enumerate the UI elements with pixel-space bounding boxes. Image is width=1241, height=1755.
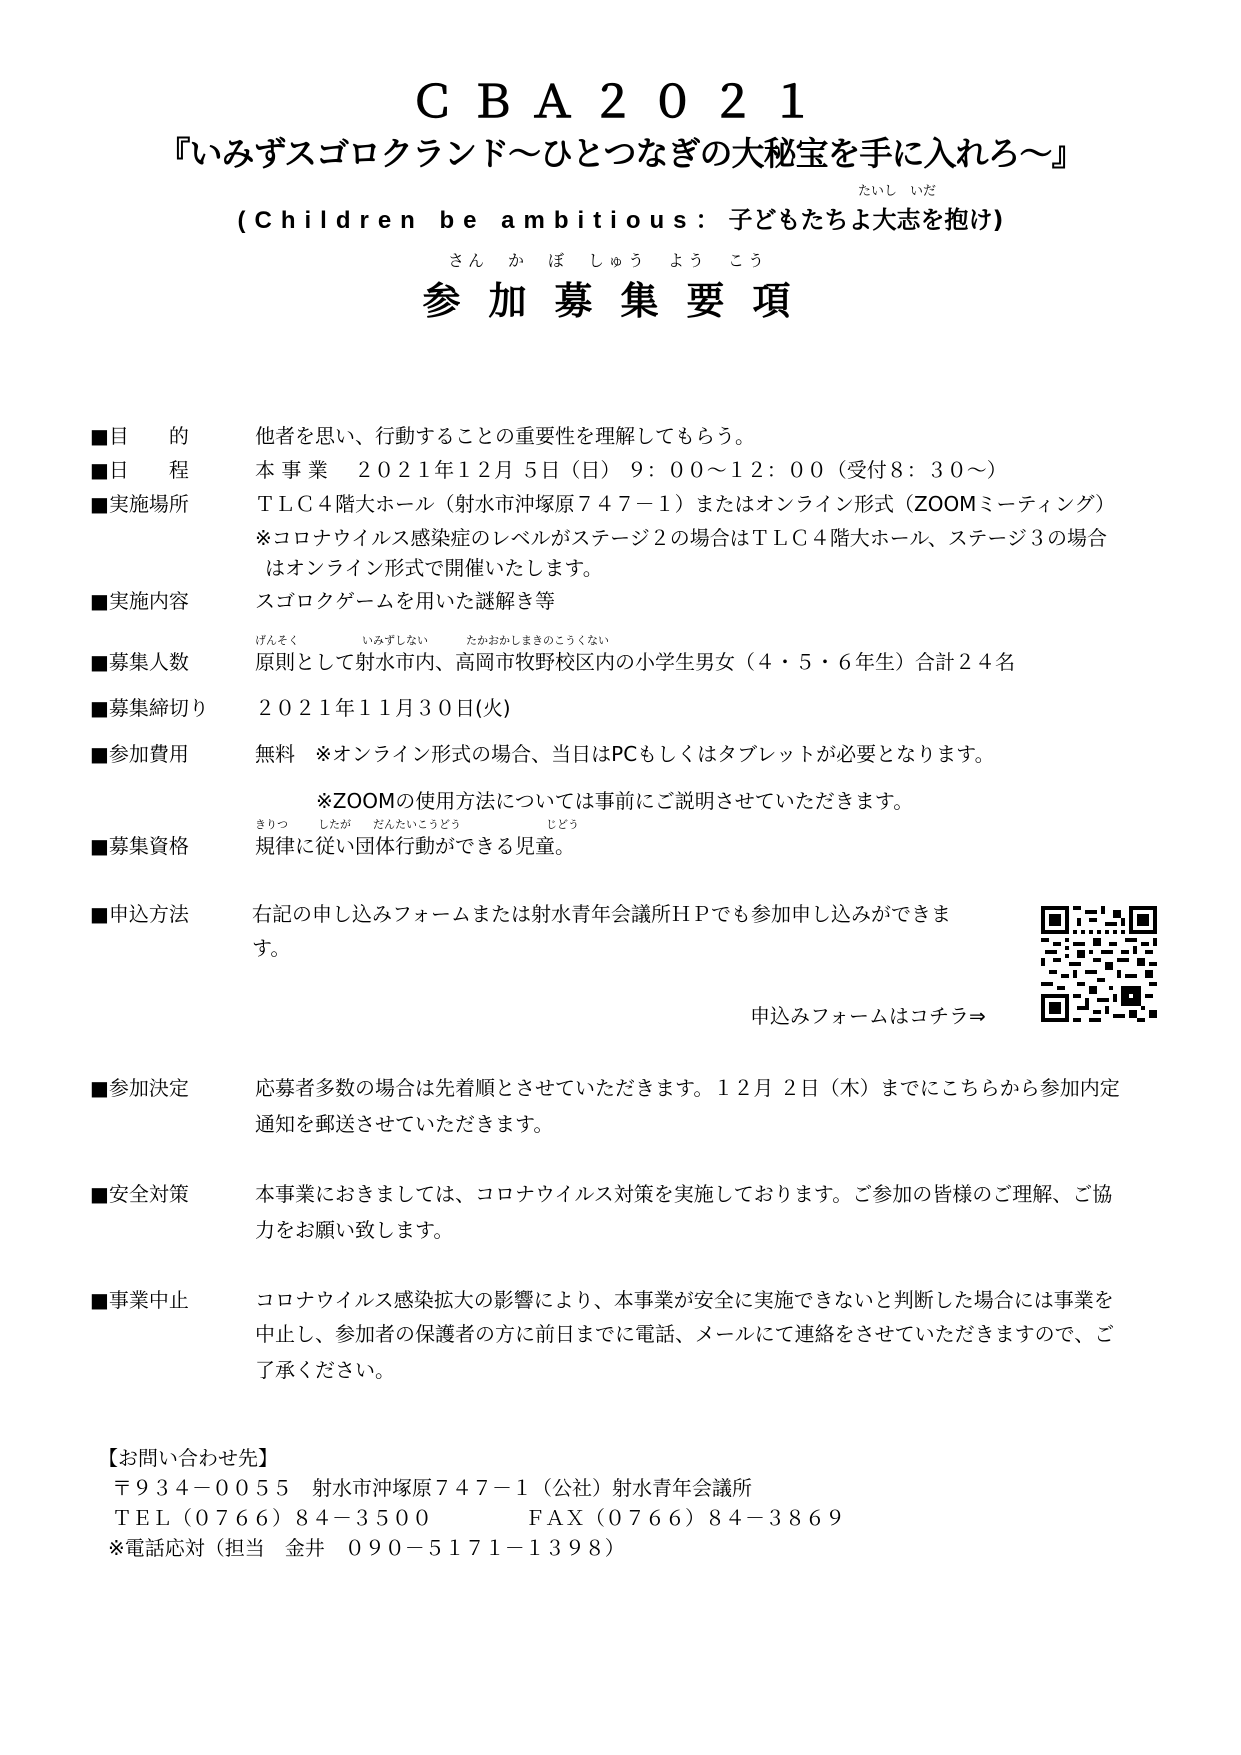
- eligibility-ruby-1: きりつ: [255, 818, 288, 831]
- capacity-value: 原則として射水市内、高岡市牧野校区内の小学生男女（４・５・６年生）合計２４名: [255, 650, 1015, 674]
- deadline-label: ■募集締切り: [90, 696, 209, 720]
- schedule-value: 本 事 業 ２０２１年１２月 ５日（日） ９：００～１２：００（受付８：３０～）: [255, 458, 1007, 482]
- schedule-label: ■日 程: [90, 458, 189, 482]
- heading-ruby: さん か ぼ しゅう よう こう: [448, 251, 769, 270]
- venue-note-line2: はオンライン形式で開催いたします。: [265, 556, 603, 580]
- decision-value-line2: 通知を郵送させていただきます。: [255, 1112, 554, 1136]
- section-heading: 参加募集要項: [422, 279, 819, 323]
- eligibility-ruby-2: したが: [318, 818, 351, 831]
- fee-label: ■参加費用: [90, 742, 189, 766]
- capacity-ruby-1: げんそく: [255, 634, 299, 647]
- contact-phone-note: ※電話応対（担当 金井 ０９０－５１７１－１３９８）: [108, 1536, 625, 1560]
- cancel-value-line2: 中止し、参加者の保護者の方に前日までに電話、メールにて連絡をさせていただきますので、ご: [255, 1322, 1115, 1346]
- contact-address: 〒９３４－００５５ 射水市沖塚原７４７－１（公社）射水青年会議所: [112, 1476, 752, 1500]
- capacity-label: ■募集人数: [90, 650, 189, 674]
- cancel-value-line1: コロナウイルス感染拡大の影響により、本事業が安全に実施できないと判断した場合には事業を: [255, 1288, 1114, 1312]
- eligibility-label: ■募集資格: [90, 834, 189, 858]
- decision-value-line1: 応募者多数の場合は先着順とさせていただきます。１２月 ２日（木）までにこちらから参加内定: [255, 1076, 1120, 1100]
- capacity-ruby-2: いみずしない: [362, 634, 428, 647]
- page-title: ＣＢＡ２０２１: [410, 78, 831, 127]
- tagline-japanese: 子どもたちよ大志を抱け): [728, 206, 1004, 234]
- cancel-label: ■事業中止: [90, 1288, 189, 1312]
- tagline-english: (Children be ambitious：: [237, 207, 729, 234]
- cancel-value-line3: 了承ください。: [255, 1358, 395, 1382]
- apply-label: ■申込方法: [90, 902, 189, 926]
- content-label: ■実施内容: [90, 589, 189, 613]
- eligibility-ruby-4: じどう: [546, 818, 579, 831]
- contact-fax: ＦＡＸ（０７６６）８４－３８６９: [525, 1506, 845, 1530]
- tagline: [0, 200, 1241, 235]
- fee-value: 無料 ※オンライン形式の場合、当日はPCもしくはタブレットが必要となります。: [255, 742, 995, 766]
- tagline-ruby: たいし いだ: [858, 184, 937, 199]
- apply-value-line1: 右記の申し込みフォームまたは射水青年会議所ＨＰでも参加申し込みができま: [252, 902, 951, 926]
- deadline-value: ２０２１年１１月３０日(火): [255, 696, 511, 720]
- contact-heading: 【お問い合わせ先】: [98, 1446, 278, 1470]
- content-value: スゴロクゲームを用いた謎解き等: [255, 589, 555, 613]
- eligibility-value: 規律に従い団体行動ができる児童。: [255, 834, 575, 858]
- capacity-ruby-3: たかおかしまきのこうくない: [466, 634, 609, 647]
- venue-label: ■実施場所: [90, 492, 189, 516]
- qr-code-icon[interactable]: [1041, 906, 1157, 1022]
- safety-value-line1: 本事業におきましては、コロナウイルス対策を実施しております。ご参加の皆様のご理解、ご協: [255, 1182, 1113, 1206]
- apply-value-line2: す。: [252, 936, 291, 960]
- purpose-label: ■目 的: [90, 424, 189, 448]
- safety-label: ■安全対策: [90, 1182, 189, 1206]
- fee-note: ※ZOOMの使用方法については事前にご説明させていただきます。: [316, 789, 914, 813]
- event-title: 『いみずスゴロクランド～ひとつなぎの大秘宝を手に入れろ～』: [157, 134, 1084, 173]
- eligibility-ruby-3: だんたいこうどう: [373, 818, 461, 831]
- application-form-link[interactable]: 申込みフォームはコチラ⇒: [750, 1004, 986, 1028]
- contact-tel: ＴＥＬ（０７６６）８４－３５００: [112, 1506, 432, 1530]
- venue-value: ＴＬＣ４階大ホール（射水市沖塚原７４７－１）またはオンライン形式（ZOOMミーティング）: [255, 492, 1116, 516]
- decision-label: ■参加決定: [90, 1076, 189, 1100]
- purpose-value: 他者を思い、行動することの重要性を理解してもらう。: [255, 424, 755, 448]
- venue-note-line1: ※コロナウイルス感染症のレベルがステージ２の場合はＴＬＣ４階大ホール、ステージ３の場合: [255, 526, 1107, 550]
- safety-value-line2: 力をお願い致します。: [255, 1218, 454, 1242]
